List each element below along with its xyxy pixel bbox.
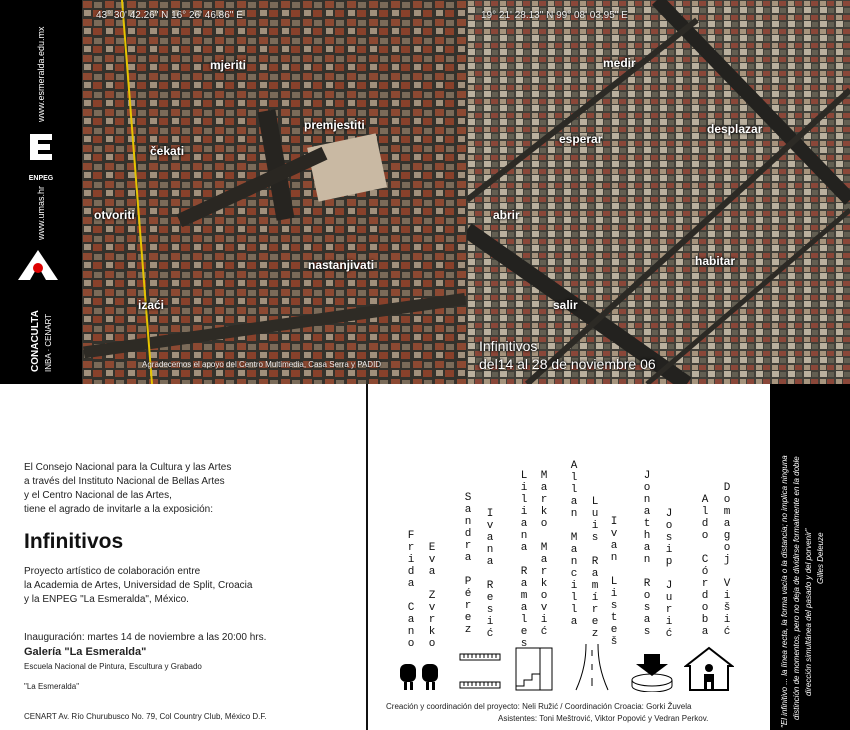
- exhibit-title-photo: Infinitivos: [479, 338, 538, 354]
- satellite-photo-split: [82, 0, 467, 384]
- satellite-photo-mexico: [467, 0, 850, 384]
- road-icon: [572, 642, 612, 692]
- inauguration-text: Inauguración: martes 14 de noviembre a las 20:00 hrs.: [24, 632, 267, 643]
- esmeralda-url[interactable]: www.esmeralda.edu.mx: [36, 26, 46, 122]
- label-premjestiti: premjestiti: [304, 118, 365, 132]
- project-line: Proyecto artístico de colaboración entre: [24, 566, 201, 577]
- umas-url[interactable]: www.umas.hr: [36, 185, 46, 240]
- exhibit-title: Infinitivos: [24, 530, 124, 553]
- artist-name: Marko Marković: [538, 470, 550, 638]
- artist-name: Frida Cano: [405, 530, 417, 650]
- artist-name: Jonathan Rosas: [641, 470, 653, 638]
- intro-line: a través del Instituto Nacional de Bellas Artes: [24, 476, 225, 487]
- artist-name: Ivana Resić: [484, 508, 496, 640]
- invitation-text: [0, 384, 366, 730]
- left-logo-bar: [0, 0, 82, 384]
- artist-name: Allan Mancilla: [568, 460, 580, 628]
- label-izaci: izaći: [138, 298, 165, 312]
- umas-logo-icon: [16, 248, 60, 282]
- label-habitar: habitar: [695, 254, 736, 268]
- umas-logo: [16, 248, 60, 287]
- enpeg-logo-icon: [22, 130, 60, 170]
- deleuze-quote-bar: [770, 384, 850, 730]
- artist-name: Sandra Pérez: [462, 492, 474, 636]
- label-medir: medir: [603, 56, 636, 70]
- label-mjeriti: mjeriti: [210, 58, 247, 72]
- artist-name: Domagoj Višić: [721, 482, 733, 638]
- quote-line: distinción de momentos, pero no deja de dividirse formalmente en la doble: [792, 456, 801, 720]
- label-salir: salir: [553, 298, 578, 312]
- photo-credit: Agradecemos el apoyo del Centro Multimedia, Casa Serra y PADID: [142, 360, 382, 369]
- enpeg-logo: [22, 130, 60, 182]
- artist-name: Aldo Córdoba: [699, 494, 711, 638]
- artist-name: Eva Zvrko: [426, 542, 438, 650]
- exhibit-dates: del14 al 28 de noviembre 06: [479, 356, 656, 372]
- artist-name: Luis Ramírez: [589, 496, 601, 640]
- label-otvoriti: otvoriti: [94, 208, 135, 222]
- conaculta-label: CONACULTA: [30, 310, 41, 372]
- enpeg-label: ENPEG: [28, 175, 54, 182]
- coords-mexico: 19° 21' 28.13" N 99° 08' 03.95" E: [481, 10, 628, 21]
- artist-name: Ivan Listeš: [608, 516, 620, 648]
- label-nastanjivati: nastanjivati: [308, 258, 375, 272]
- quote-line: "El infinitivo ... la línea recta, la forma vacía o la distancia; no implica ninguna: [780, 455, 789, 728]
- intro-line: tiene el agrado de invitarle a la exposición:: [24, 504, 214, 515]
- school-name-short: "La Esmeralda": [24, 682, 80, 691]
- arrow-down-drum-icon: [628, 652, 676, 692]
- label-abrir: abrir: [493, 208, 520, 222]
- cenart-label: INBA · CENART: [44, 313, 53, 372]
- artist-name: Josip Jurić: [663, 508, 675, 640]
- coords-split: 43° 30' 42.26" N 16° 26' 46.86" E: [96, 10, 243, 21]
- label-esperar: esperar: [559, 132, 603, 146]
- label-desplazar: desplazar: [707, 122, 763, 136]
- project-line: la Academia de Artes, Universidad de Split, Croacia: [24, 580, 253, 591]
- quote-line: dirección simultánea del pasado y del porvenir": [804, 528, 813, 696]
- aerial-city-image: [467, 0, 850, 384]
- label-cekati: čekati: [150, 144, 185, 158]
- project-line: y la ENPEG "La Esmeralda", México.: [24, 594, 189, 605]
- gallery-name: Galería "La Esmeralda": [24, 646, 147, 658]
- stairs-door-icon: [514, 646, 554, 692]
- school-name: Escuela Nacional de Pintura, Escultura y Grabado: [24, 662, 202, 671]
- intro-line: y el Centro Nacional de las Artes,: [24, 490, 172, 501]
- credits-assistants: Asistentes: Toni Meštrović, Viktor Popović y Vedran Perkov.: [498, 714, 709, 723]
- aerial-city-image: [82, 0, 467, 384]
- artists-panel: [368, 384, 770, 730]
- ruler-icon: [458, 650, 502, 692]
- credits-coordination: Creación y coordinación del proyecto: Neli Ružić / Coordinación Croacia: Gorki Žuvela: [386, 702, 692, 711]
- venue-address: CENART Av. Río Churubusco No. 79, Col Country Club, México D.F.: [24, 712, 267, 721]
- artist-name: Liliana Ramales: [518, 470, 530, 650]
- house-person-icon: [684, 646, 734, 692]
- chairs-icon: [398, 662, 444, 692]
- intro-line: El Consejo Nacional para la Cultura y las Artes: [24, 462, 232, 473]
- quote-author: Gilles Deleuze: [816, 532, 825, 584]
